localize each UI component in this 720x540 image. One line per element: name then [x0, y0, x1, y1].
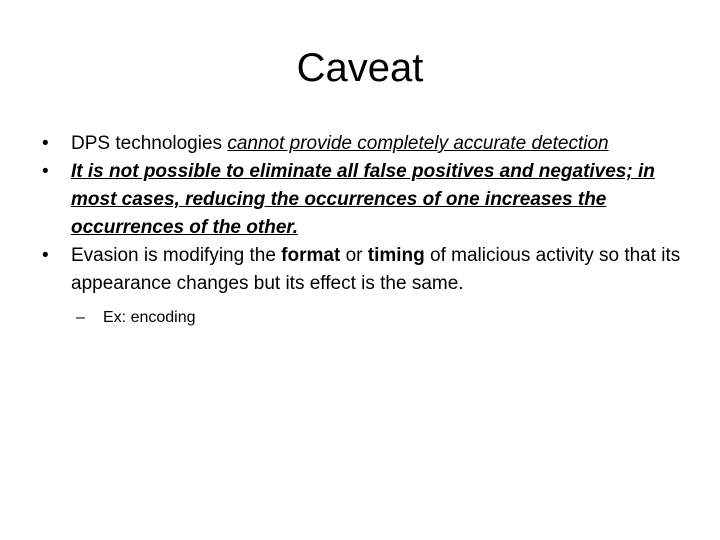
bullet-emphasis: cannot provide completely accurate detection: [227, 133, 609, 154]
bullet-marker: •: [42, 133, 49, 154]
bullet-bold-timing: timing: [367, 245, 425, 266]
bullet-emphasis: It is not possible to eliminate all false positives and negatives; in most cases, reducing the occurrences of one increases the occurrences of the other.: [71, 161, 655, 238]
bullet-marker: •: [42, 245, 49, 266]
slide-body: [36, 130, 684, 346]
bullet-item-2: [36, 158, 684, 242]
bullet-bold-format: format: [281, 245, 341, 266]
sub-bullet-item: [36, 306, 684, 330]
sub-bullet-text: Ex: encoding: [103, 309, 196, 326]
bullet-item-1: [36, 130, 684, 158]
slide-title: Caveat: [296, 46, 424, 90]
bullet-marker: •: [42, 161, 49, 182]
bullet-item-3: [36, 242, 684, 298]
bullet-text: Evasion is modifying the: [71, 245, 282, 266]
bullet-text: of malicious activity so that its appearance changes but its effect is the same.: [71, 245, 681, 294]
sub-bullet-marker: –: [76, 309, 85, 326]
bullet-text: or: [340, 245, 368, 266]
bullet-text: DPS technologies: [71, 133, 228, 154]
